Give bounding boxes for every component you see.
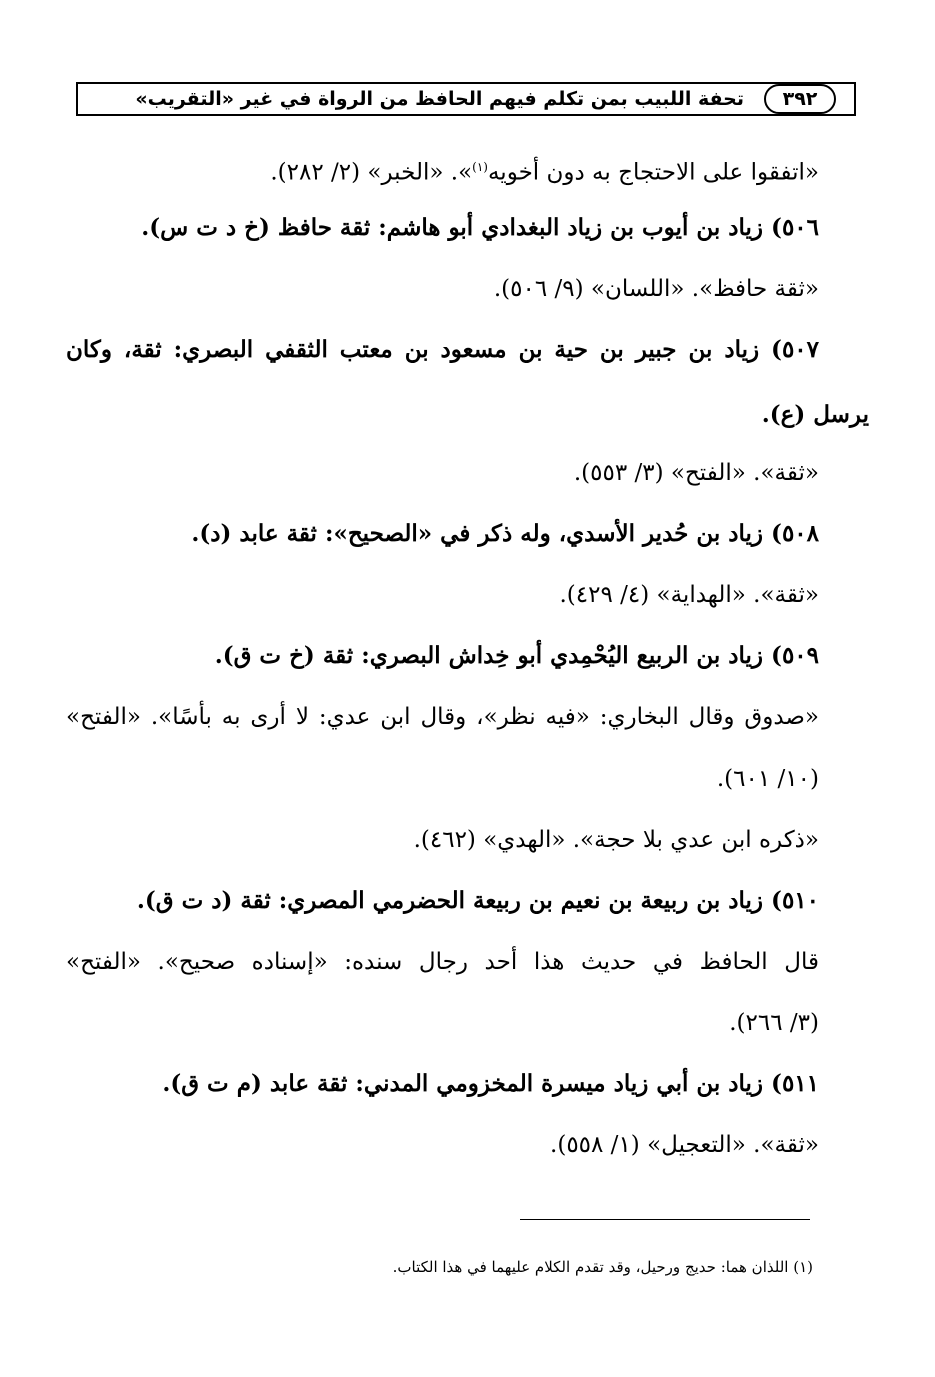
text-line: «ثقة». «الهداية» (٤/ ٤٢٩). [559, 582, 819, 608]
page-number: ٣٩٢ [764, 84, 836, 114]
entry-511: ٥١١) زياد بن أبي زياد ميسرة المخزومي المدني: ثقة عابد (م ت ق). [162, 1070, 819, 1097]
text-line: «ثقة». «الفتح» (٣/ ٥٥٣). [573, 460, 819, 486]
footnote: (١) اللذان هما: حديج ورحيل، وقد تقدم الكلام عليهما في هذا الكتاب. [392, 1258, 813, 1276]
entry-506: ٥٠٦) زياد بن أيوب بن زياد البغدادي أبو هاشم: ثقة حافظ (خ د ت س). [141, 214, 819, 241]
footnote-separator [520, 1219, 810, 1220]
entry-507-cont: يرسل (ع). [761, 401, 869, 428]
entry-508: ٥٠٨) زياد بن حُدير الأسدي، وله ذكر في «الصحيح»: ثقة عابد (د). [191, 520, 819, 547]
entry-507: ٥٠٧) زياد بن جبير بن حية بن مسعود بن معتب الثقفي البصري: ثقة، وكان [66, 336, 819, 363]
entry-510: ٥١٠) زياد بن ربيعة بن نعيم بن ربيعة الحضرمي المصري: ثقة (د ت ق). [136, 887, 819, 914]
text-line: «صدوق وقال البخاري: «فيه نظر»، وقال ابن عدي: لا أرى به بأسًا». «الفتح» [66, 704, 819, 730]
book-title: تحفة اللبيب بمن تكلم فيهم الحافظ من الرواة في غير «التقريب» [135, 88, 744, 110]
text-line: (١٠/ ٦٠١). [716, 766, 819, 792]
page-header [76, 82, 856, 116]
footnote-marker: (١) [472, 160, 488, 174]
line-text: «اتفقوا على الاحتجاج به دون أخويه [487, 159, 819, 186]
text-line: «ثقة». «التعجيل» (١/ ٥٥٨). [550, 1132, 819, 1158]
text-line: «ذكره ابن عدي بلا حجة». «الهدي» (٤٦٢). [413, 827, 819, 853]
line-text-cont: ». «الخبر» (٢/ ٢٨٢). [270, 159, 473, 186]
text-line: (٣/ ٢٦٦). [729, 1010, 819, 1036]
text-line [270, 150, 819, 190]
text-line: قال الحافظ في حديث هذا أحد رجال سنده: «إسناده صحيح». «الفتح» [66, 949, 819, 975]
text-line: «ثقة حافظ». «اللسان» (٩/ ٥٠٦). [493, 276, 819, 302]
entry-509: ٥٠٩) زياد بن الربيع اليُحْمِدي أبو خِداش البصري: ثقة (خ ت ق). [214, 642, 819, 669]
